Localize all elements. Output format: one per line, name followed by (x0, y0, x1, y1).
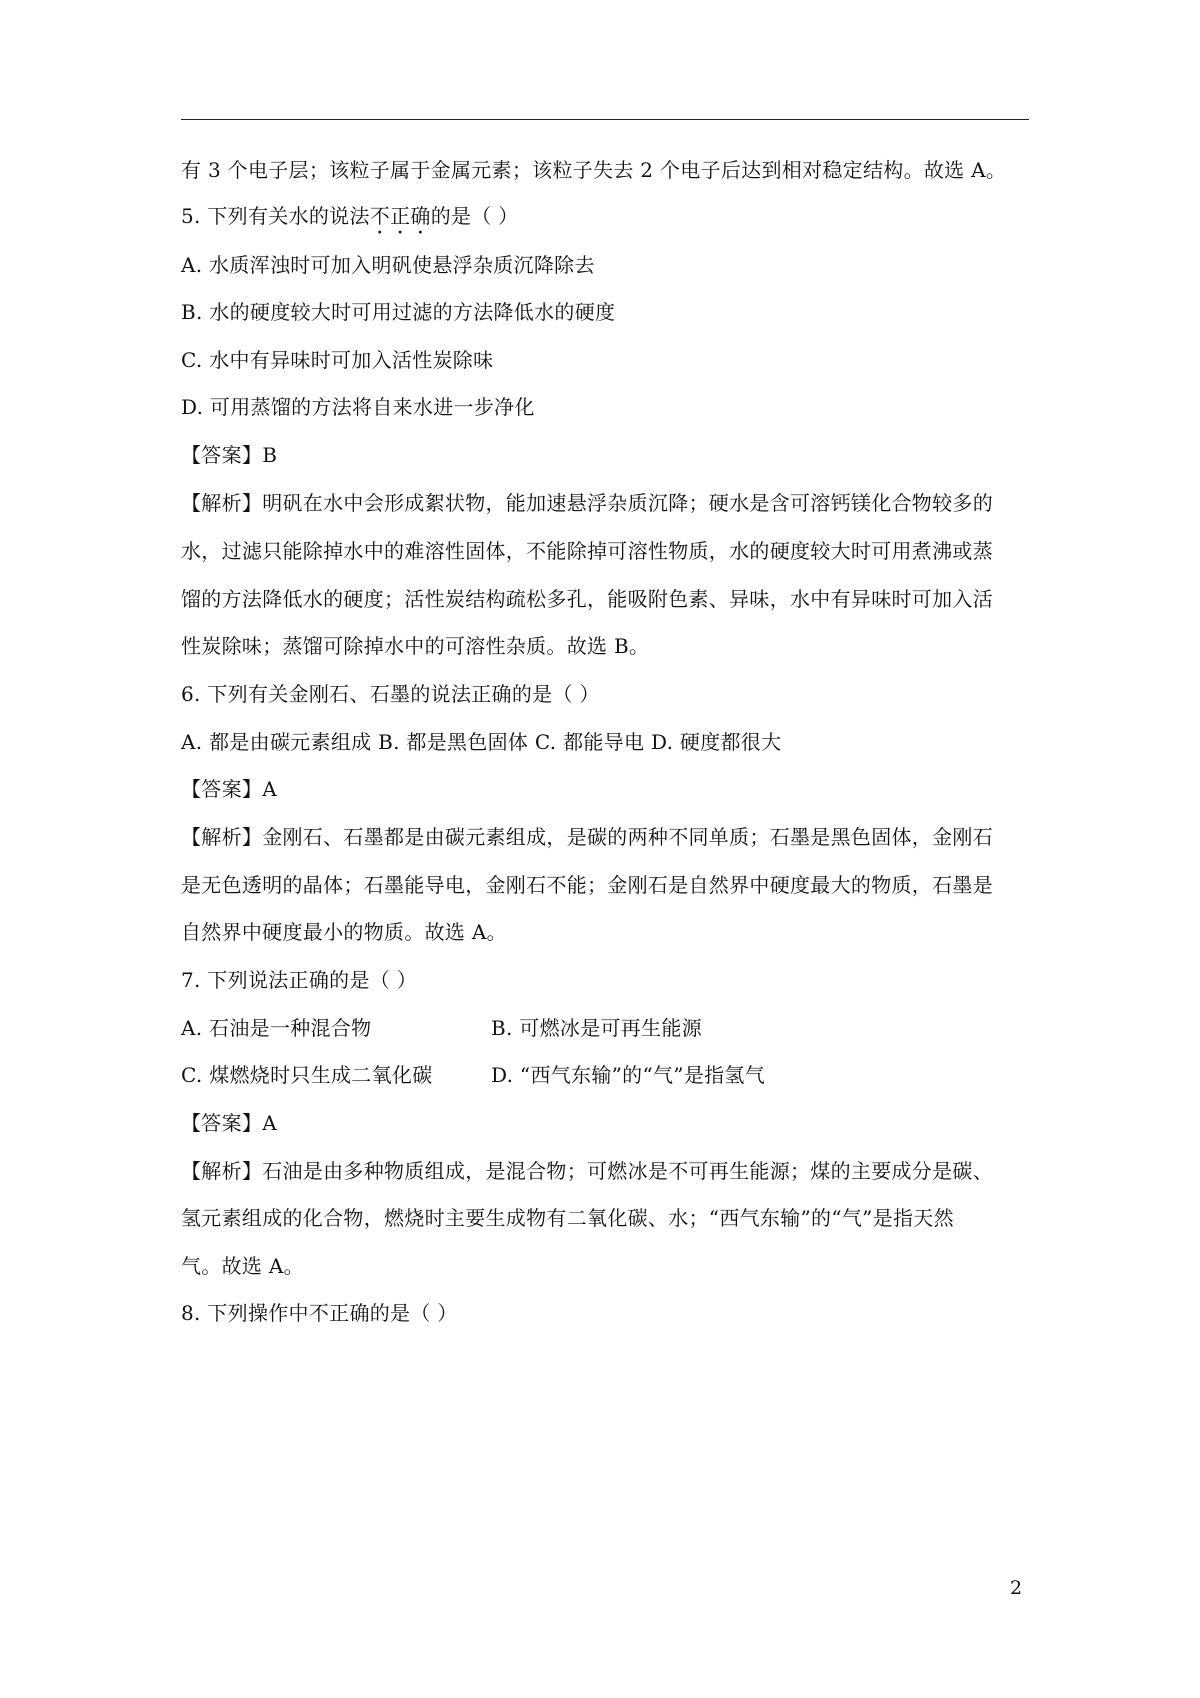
explanation-6-line: 自然界中硬度最小的物质。故选 A。 (181, 920, 507, 944)
question-7: 7. 下列说法正确的是（ ） (181, 968, 417, 992)
options-6: A. 都是由碳元素组成 B. 都是黑色固体 C. 都能导电 D. 硬度都很大 (181, 730, 782, 754)
question-5 (181, 203, 519, 229)
explanation-5-line: 【解析】明矾在水中会形成絮状物，能加速悬浮杂质沉降；硬水是含可溶钙镁化合物较多的 (181, 491, 993, 515)
explanation-5-line: 馏的方法降低水的硬度；活性炭结构疏松多孔，能吸附色素、异味，水中有异味时可加入活 (181, 587, 993, 611)
answer-5: 【答案】B (181, 443, 278, 467)
header-rule (181, 119, 1029, 120)
explanation-7-line: 气。故选 A。 (181, 1254, 304, 1278)
question-5-text-end: 的是（ ） (430, 204, 519, 228)
explanation-6-line: 是无色透明的晶体；石墨能导电，金刚石不能；金刚石是自然界中硬度最大的物质，石墨是 (181, 873, 993, 897)
explanation-7-line: 氢元素组成的化合物，燃烧时主要生成物有二氧化碳、水；“西气东输”的“气”是指天然 (181, 1206, 954, 1230)
option-7b: B. 可燃冰是可再生能源 (491, 1016, 703, 1040)
question-8: 8. 下列操作中不正确的是（ ） (181, 1301, 458, 1325)
option-5c: C. 水中有异味时可加入活性炭除味 (181, 348, 494, 372)
page-number: 2 (1010, 1577, 1023, 1599)
answer-6: 【答案】A (181, 777, 277, 801)
option-5d: D. 可用蒸馏的方法将自来水进一步净化 (181, 395, 535, 419)
option-7c: C. 煤燃烧时只生成二氧化碳 (181, 1063, 433, 1087)
explanation-7-line: 【解析】石油是由多种物质组成，是混合物；可燃冰是不可再生能源；煤的主要成分是碳、 (181, 1159, 993, 1183)
emphasis-char: 确 (410, 204, 431, 228)
answer-7: 【答案】A (181, 1111, 277, 1135)
emphasis-char: 正 (390, 204, 411, 228)
explanation-5-line: 性炭除味；蒸馏可除掉水中的可溶性杂质。故选 B。 (181, 634, 650, 658)
option-5a: A. 水质浑浊时可加入明矾使悬浮杂质沉降除去 (181, 253, 595, 277)
option-7a: A. 石油是一种混合物 (181, 1016, 372, 1040)
question-5-text: 5. 下列有关水的说法 (181, 204, 370, 228)
emphasis-char: 不 (369, 204, 391, 228)
explanation-5-line: 水，过滤只能除掉水中的难溶性固体，不能除掉可溶性物质，水的硬度较大时可用煮沸或蒸 (181, 539, 993, 563)
explanation-6-line: 【解析】金刚石、石墨都是由碳元素组成，是碳的两种不同单质；石墨是黑色固体，金刚石 (181, 825, 993, 849)
text-line: 有 3 个电子层；该粒子属于金属元素；该粒子失去 2 个电子后达到相对稳定结构。故选 A。 (181, 158, 1007, 182)
question-6: 6. 下列有关金刚石、石墨的说法正确的是（ ） (181, 682, 600, 706)
option-5b: B. 水的硬度较大时可用过滤的方法降低水的硬度 (181, 300, 616, 324)
option-7d: D. “西气东输”的“气”是指氢气 (491, 1063, 766, 1087)
